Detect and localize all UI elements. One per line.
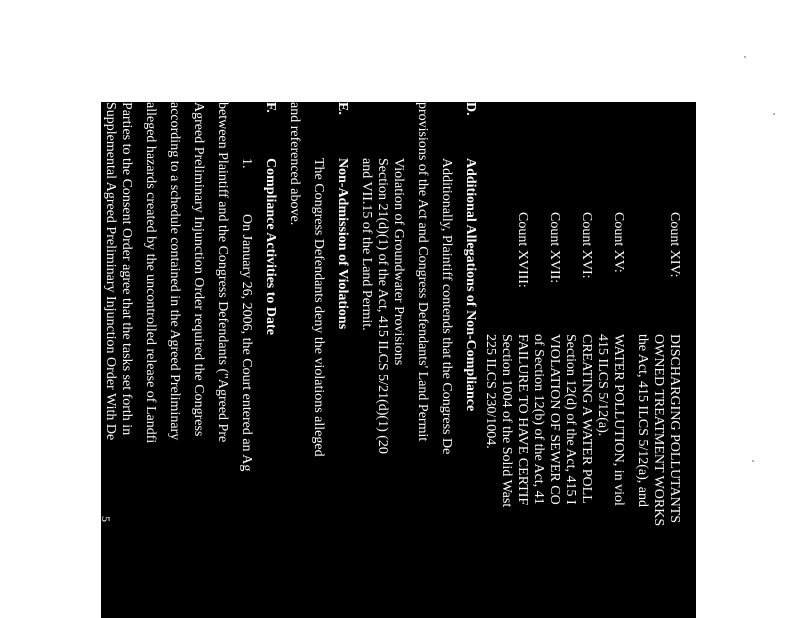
count-xvii-line-2: of Section 12(b) of the Act, 41: [531, 334, 546, 505]
section-f-line-1: On January 26, 2006, the Court entered an Ag: [239, 214, 254, 472]
count-xviii-line-2: Section 1004 of the Solid Wast: [499, 334, 514, 508]
count-xiv-label: Count XIV:: [667, 212, 682, 278]
section-d-item-3: and VII.15 of the Land Permit.: [359, 158, 374, 331]
page-number: 5: [99, 516, 113, 522]
count-xv-line-1: WATER POLLUTION, in viol: [611, 334, 626, 506]
count-xvi-label: Count XVI:: [579, 212, 594, 279]
section-f-line-2: between Plaintiff and the Congress Defendants ("Agreed Pre: [215, 102, 230, 443]
scan-speck: [773, 113, 775, 115]
count-xiv-line-1: DISCHARGING POLLUTANTS: [667, 334, 682, 524]
count-xviii-line-3: 225 ILCS 230/1004.: [483, 334, 498, 449]
section-e-letter: E.: [335, 102, 350, 115]
section-f-line-5: alleged hazards created by the uncontrolled release of Landfi: [143, 102, 158, 444]
section-e-para-1: The Congress Defendants deny the violations alleged: [311, 158, 326, 457]
scan-speck: [744, 56, 746, 58]
section-f-line-3: Agreed Preliminary Injunction Order required the Congress: [191, 102, 206, 437]
section-d-item-1: Violation of Groundwater Provisions: [391, 158, 406, 366]
section-d-para-1: Additionally, Plaintiff contends that the Congress De: [439, 158, 454, 455]
inverted-scan-region: [101, 102, 696, 618]
count-xvii-line-1: VIOLATION OF SEWER CO: [547, 334, 562, 505]
count-xvi-line-2: Section 12(d) of the Act, 415 I: [563, 334, 578, 505]
section-f-line-6: Parties to the Consent Order agree that the tasks set forth in: [119, 102, 134, 436]
section-f-heading: Compliance Activities to Date: [263, 158, 278, 335]
section-e-para-2: and referenced above.: [287, 102, 302, 226]
count-xiv-line-3: the Act, 415 ILCS 5/12(a), and: [635, 334, 650, 508]
count-xvi-line-1: CREATING A WATER POLL: [579, 334, 594, 504]
count-xv-line-2: 415 ILCS 5/12(a).: [595, 334, 610, 437]
count-xv-label: Count XV:: [611, 212, 626, 273]
count-xviii-label: Count XVIII:: [515, 212, 530, 288]
count-xvii-label: Count XVII:: [547, 212, 562, 284]
section-f-line-7: Supplemental Agreed Preliminary Injunction Order With De: [103, 102, 118, 441]
section-d-para-2: provisions of the Act and Congress Defendants' Land Permit: [415, 102, 430, 442]
section-f-line-4: according to a schedule contained in the Agreed Preliminary: [167, 102, 182, 441]
section-f-letter: F.: [263, 102, 278, 113]
section-d-letter: D.: [463, 102, 478, 116]
section-e-heading: Non-Admission of Violations: [335, 158, 350, 330]
count-xiv-line-2: OWNED TREATMENT WORKS: [651, 334, 666, 527]
scan-speck: [752, 460, 754, 462]
count-xviii-line-1: FAILURE TO HAVE CERTIF: [515, 334, 530, 506]
rotated-document-text: [101, 102, 696, 618]
section-d-item-2: Section 21(d)(1) of the Act, 415 ILCS 5/21(d)(1) (20: [375, 158, 390, 454]
section-d-heading: Additional Allegations of Non-Compliance: [463, 158, 478, 412]
section-f-para-number: 1.: [239, 158, 254, 169]
